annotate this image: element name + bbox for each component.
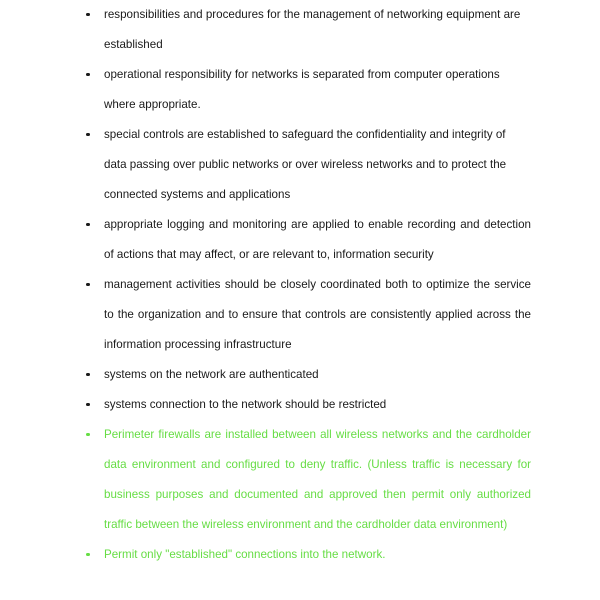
bullet-dot [86, 283, 90, 287]
round-bullet-icon [86, 270, 96, 300]
round-bullet-icon [86, 210, 96, 240]
round-bullet-icon [86, 360, 96, 390]
list-item [0, 120, 600, 210]
list-item [0, 420, 600, 540]
bullet-dot [86, 13, 90, 17]
list-item [0, 60, 600, 120]
list-item [0, 270, 600, 360]
bullet-dot [86, 73, 90, 77]
list-item-text: Perimeter firewalls are installed between all wireless networks and the cardholder data environment and configured to deny traffic. (Unless traffic is necessary for business purposes and documented and approved then permit only authorized traffic between the wireless environment and the cardholder data environment) [104, 428, 531, 531]
list-item [0, 390, 600, 420]
list-item-text: Permit only "established" connections into the network. [104, 548, 386, 561]
list-item [0, 0, 600, 60]
bullet-dot [86, 433, 90, 437]
bullet-dot [86, 403, 90, 407]
list-item-text: management activities should be closely coordinated both to optimize the service to the organization and to ensure that controls are consistently applied across the information processing infrastructure [104, 278, 531, 351]
round-bullet-icon [86, 60, 96, 90]
round-bullet-icon [86, 0, 96, 30]
bullet-dot [86, 133, 90, 137]
bullet-dot [86, 223, 90, 227]
list-item-text: appropriate logging and monitoring are applied to enable recording and detection of actions that may affect, or are relevant to, information security [104, 218, 531, 261]
list-item-text: special controls are established to safeguard the confidentiality and integrity of data passing over public networks or over wireless networks and to protect the connected systems and applications [104, 128, 507, 201]
list-item-text: systems connection to the network should be restricted [104, 398, 387, 411]
list-item-text: operational responsibility for networks is separated from computer operations where appropriate. [104, 68, 500, 111]
bullet-dot [86, 373, 90, 377]
list-item [0, 360, 600, 390]
list-item [0, 540, 600, 570]
list-item-text: systems on the network are authenticated [104, 368, 319, 381]
round-bullet-icon [86, 420, 96, 450]
round-bullet-icon [86, 390, 96, 420]
round-bullet-icon [86, 540, 96, 570]
list-item-text: responsibilities and procedures for the management of networking equipment are established [104, 8, 521, 51]
round-bullet-icon [86, 120, 96, 150]
list-item [0, 210, 600, 270]
bullet-dot [86, 553, 90, 557]
